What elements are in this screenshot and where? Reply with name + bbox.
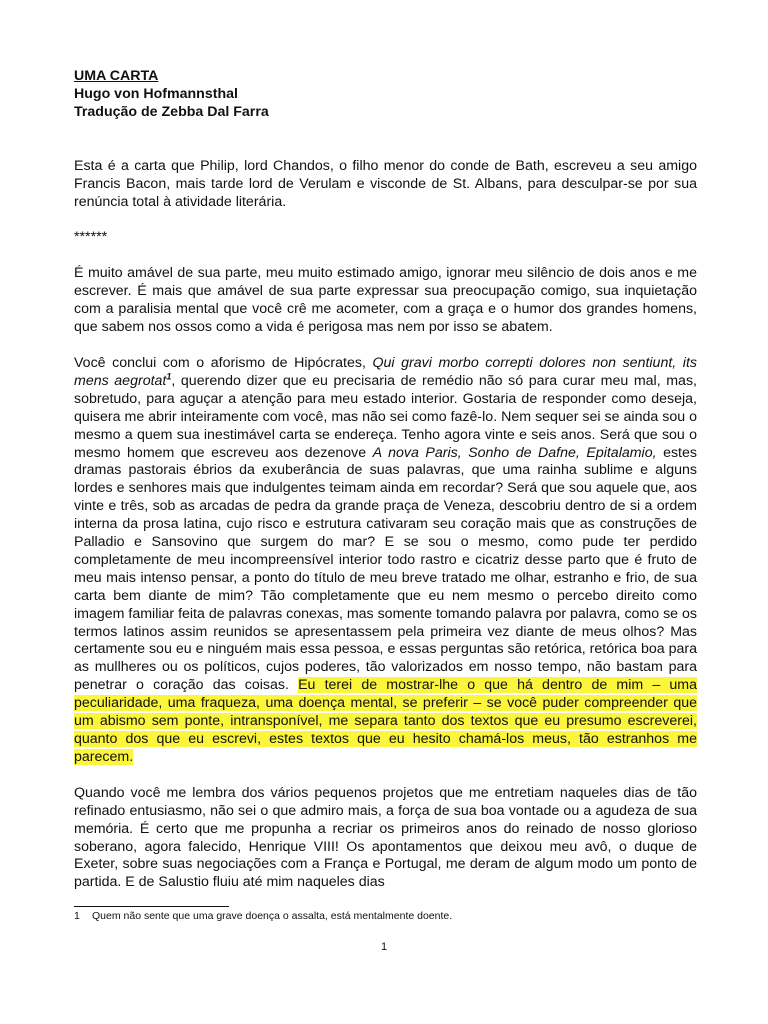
paragraph-2-text-c: estes dramas pastorais ébrios da exuberância de suas palavras, que uma rainha sublime e alguns lordes e senhores mais que indulgentes teimam ainda em recordar? Será que sou aquele que, aos vinte e três, sob as arcadas de pedra da grande praça de Veneza, descobriu dentro de si a ordem interna da prosa latina, cujo risco e estrutura cativaram seu coração mais que as construções de Palladio e Sansovino que surgem do mar? E se sou o mesmo, como pude ter perdido completamente de meu incompreensível interior todo rastro e cicatriz desse parto que é fruto de meu mais intenso pensar, a ponto do título de meu breve tratado me olhar, estranho e frio, de sua carta bem diante de mim? Tão completamente que eu nem mesmo o percebo direito como imagem familiar feita de palavras conexas, mas somente tomando palavra por palavra, como se os termos latinos assim reunidos se apresentassem pela primeira vez diante de meus olhos? Mas certamente sou eu e ninguém mais essa pessoa, e essas perguntas são retórica, retórica boa para as mullheres ou os políticos, cujos poderes, tão valorizados em nosso tempo, não bastam para penetrar o coração das coisas. <box>74 444 697 694</box>
page-number: 1 <box>380 941 388 953</box>
document-title: UMA CARTA <box>74 68 159 84</box>
paragraph-2-text-b: , querendo dizer que eu precisaria de remédio não só para curar meu mal, mas, sobretudo, para aguçar a atenção para meu estado interior. Gostaria de responder como deseja, quisera me abrir inteiramente com você, mas não sei como fazê-lo. Nem sequer sei se ainda sou o mesmo a quem sua inestimável carta se endereça. Tenho agora vinte e seis anos. Será que sou o mesmo homem que escreveu aos dezenove <box>74 372 697 461</box>
paragraph-2 <box>74 355 697 767</box>
latin-aphorism: Qui gravi morbo correpti dolores non sentiunt, its mens aegrotat <box>74 354 697 389</box>
paragraph-1: É muito amável de sua parte, meu muito estimado amigo, ignorar meu silêncio de dois anos e me escrever. É mais que amável de sua parte expressar sua preocupação comigo, sua inquietação com a paralisia mental que você crê me acometer, com a graça e o humor dos grandes homens, que sabem nos ossos como a vida é perigosa mas nem por isso se abatem. <box>74 265 697 336</box>
document-author: Hugo von Hofmannsthal <box>74 85 238 102</box>
section-separator: ****** <box>74 229 108 246</box>
footnote-divider <box>74 906 229 907</box>
footnote-reference[interactable]: 1 <box>166 371 172 382</box>
intro-paragraph: Esta é a carta que Philip, lord Chandos, o filho menor do conde de Bath, escreveu a seu amigo Francis Bacon, mais tarde lord de Verulam e visconde de St. Albans, para desculpar-se por sua renúncia total à atividade literária. <box>74 157 697 210</box>
works-titles: A nova Paris, Sonho de Dafne, Epitalamio, <box>372 444 657 461</box>
footnote-text: Quem não sente que uma grave doença o assalta, está mentalmente doente. <box>92 910 453 922</box>
footnote-number: 1 <box>74 910 80 922</box>
footnote <box>74 910 697 923</box>
translation-credit: Tradução de Zebba Dal Farra <box>74 103 269 120</box>
paragraph-2-text-a: Você conclui com o aforismo de Hipócrates, <box>74 354 373 371</box>
highlighted-passage: Eu terei de mostrar-lhe o que há dentro de mim – uma peculiaridade, uma fraqueza, uma doença mental, se preferir – se você puder compreender que um abismo sem ponte, intransponível, me separa tanto dos textos que eu presumo escreverei, quanto dos que eu escrevi, estes textos que eu hesito chamá-los meus, tão estranhos me parecem. <box>74 677 698 765</box>
document-body <box>74 68 697 892</box>
paragraph-3: Quando você me lembra dos vários pequenos projetos que me entretiam naqueles dias de tão refinado entusiasmo, não sei o que admiro mais, a força de sua boa vontade ou a agudeza de sua memória. É certo que me propunha a recriar os primeiros anos do reinado de nosso glorioso soberano, agora falecido, Henrique VIII! Os apontamentos que deixou meu avô, o duque de Exeter, sobre suas negociações com a França e Portugal, me deram de algum modo um ponto de partida. E de Salustio fluiu até mim naqueles dias <box>74 784 697 891</box>
